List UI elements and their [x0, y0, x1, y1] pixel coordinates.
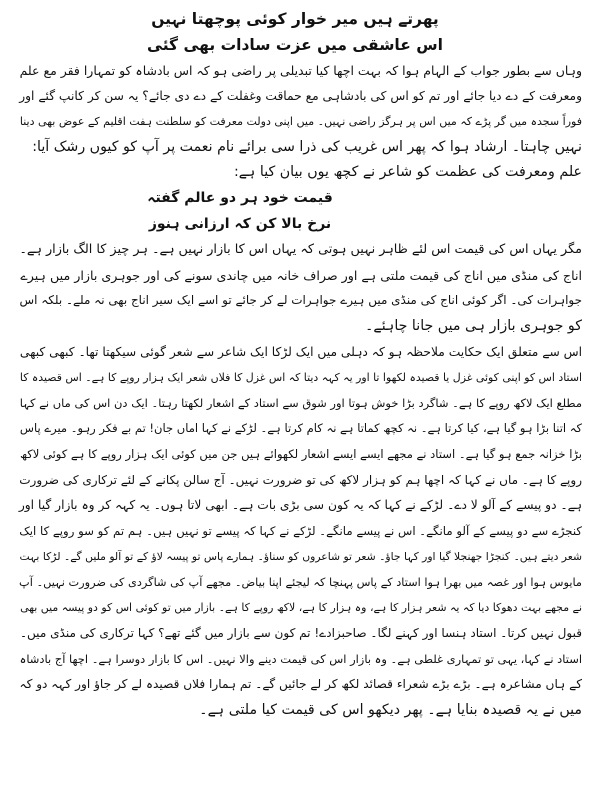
- text-line: ومعرفت کے دے دیا جائے اور تم کو اس کی بادشاہی مع حماقت وغفلت کے دے دی جائے؟ یہ سن کر کانپ گئے اور: [19, 88, 582, 103]
- text-line: مگر یہاں اس کی قیمت اس لئے ظاہر نہیں ہوتی کہ یہاں اس کا بازار نہیں ہے۔ ہر چیز کا الگ بازار ہے۔: [19, 242, 582, 258]
- text-line: علم ومعرفت کی عظمت کو شاعر نے کچھ یوں بیان کیا ہے:: [233, 164, 582, 181]
- persian-couplet: [8, 186, 582, 237]
- text-line: اناج کی منڈی میں اناج کی قیمت ملتی ہے اور صراف خانہ میں چاندی سونے کی اور جوہری بازار میں ہیرے: [20, 267, 582, 283]
- text-line: جواہرات کی۔ اگر کوئی اناج کی منڈی میں ہیرے جواہرات لے کر جائے تو اسے ایک سیر اناج بھی نہ ملے۔ بلکہ اس: [19, 293, 582, 308]
- verse-heading: [8, 6, 582, 58]
- intro-paragraph: [8, 58, 582, 186]
- text-line: نہیں چاہتا۔ ارشاد ہوا کہ پھر اس غریب کی ذرا سی برائے نام نعمت پر آپ کو کیوں رشک آیا:: [32, 138, 582, 155]
- text-line: کے ہاں مشاعرہ ہے۔ بڑے بڑے شعراء قصائد لکھ کر لے جائیں گے۔ تم ہمارا فلاں قصیدہ لے کر جاؤ اور کہہ دو کہ: [19, 677, 582, 692]
- text-line: وہاں سے بطور جواب کے الہام ہوا کہ بہت اچھا کیا تبدیلی پر راضی ہو کہ اس بادشاہ کو تمہارا فقر مع علم: [19, 63, 582, 78]
- text-line: شعر دیتے ہیں۔ کنجڑا جھنجلا گیا اور کہا جاؤ۔ شعر تو شاعروں کو سناؤ۔ ہمارے پاس تو پیسہ لاؤ کے تو آلو ملیں گے۔ لڑکا بہت: [19, 550, 582, 564]
- text-line: میں نے یہ قصیدہ بنایا ہے۔ پھر دیکھو اس کی قیمت کیا ملتی ہے۔: [199, 701, 582, 718]
- story-body: [8, 237, 582, 723]
- text-line: قبول نہیں کرتا۔ استاد ہنسا اور کہنے لگا۔ صاحبزادے! تم کون سے بازار میں گئے تھے؟ کہا ترکاری کی منڈی میں۔: [19, 626, 582, 641]
- text-line: روپے کا ہے۔ ماں نے کہا کہ اچھا ہم کو ہزار لاکھ کی تو ضرورت نہیں۔ آج سالن پکانے کے لئے ترکاری کی ضرورت: [19, 472, 582, 487]
- couplet-line: قیمت خود ہر دو عالم گفتہ: [147, 189, 333, 206]
- text-line: کو جوہری بازار ہی میں جانا چاہئے۔: [365, 317, 582, 334]
- text-line: استاد اس کو اپنی کوئی غزل یا قصیدہ لکھوا تا اور یہ کہہ دیتا کہ اس غزل کا فلاں شعر ایک ہزار روپے کا ہے۔ اس قصیدہ کا: [19, 371, 582, 385]
- text-line: مایوس ہوا اور غصہ میں بھرا ہوا استاد کے پاس پہنچا کہ لیجئے اپنا بیاض۔ مجھے آپ کی شاگردی کی ضرورت نہیں۔ آپ: [19, 574, 582, 589]
- text-line: ہے۔ دو پیسے کے آلو لا دے۔ لڑکے نے کہا کہ یہ کون سی بڑی بات ہے۔ ابھی لاتا ہوں۔ یہ کہہ کر وہ بازار گیا اور: [18, 498, 582, 513]
- text-line: مطلع ایک لاکھ روپے کا ہے۔ شاگرد بڑا خوش ہوتا اور شوق سے استاد کے اشعار لکھتا رہتا۔ ایک دن اس کی ماں نے کہا: [19, 395, 582, 410]
- text-line: فوراً سجدہ میں گر پڑے کہ میں اس پر ہرگز راضی نہیں۔ میں اپنی دولت معرفت کو سلطنت ہفت اقلیم کے عوض بھی دینا: [19, 115, 582, 129]
- text-line: کہ اتنا بڑا ہو گیا ہے، کیا کرتا ہے۔ نہ کچھ کماتا ہے نہ کام کرتا ہے۔ لڑکے نے کہا اماں جان! تم بے فکر رہو۔ میرے پاس: [19, 421, 582, 436]
- couplet-line: نرخ بالا کن کہ ارزانی ہنوز: [148, 215, 332, 232]
- text-line: بڑا خزانہ جمع ہو گیا ہے۔ استاد نے مجھے ایسے ایسے اشعار لکھوائے ہیں جن میں کوئی ایک ہزار روپے کا ہے کوئی لاکھ: [19, 446, 582, 461]
- text-line: اس سے متعلق ایک حکایت ملاحظہ ہو کہ دہلی میں ایک لڑکا ایک شاعر سے شعر گوئی سیکھتا تھا۔ کبھی کبھی: [19, 344, 582, 359]
- heading-line: پھرتے ہیں میر خوار کوئی پوچھتا نہیں: [151, 10, 439, 28]
- text-line: نے مجھے بہت دھوکا دیا کہ یہ شعر ہزار کا ہے، وہ ہزار کا ہے، لاکھ روپے کا ہے۔ بازار میں تو کوئی اس کو دو پیسہ میں بھی: [20, 601, 582, 615]
- heading-line: اس عاشقی میں عزت سادات بھی گئی: [147, 36, 443, 54]
- text-line: کنجڑے سے دو پیسے کے آلو مانگے۔ اس نے پیسے مانگے۔ لڑکے نے کہا کہ پیسے تو نہیں ہیں۔ ہم تم کو سو روپے کا ایک: [19, 523, 582, 538]
- text-line: استاد نے کہا، یہی تو تمہاری غلطی ہے۔ وہ بازار اس کی قیمت دینے والا نہیں۔ اس کا بازار دوسرا ہے۔ اچھا آج بادشاہ: [19, 651, 582, 666]
